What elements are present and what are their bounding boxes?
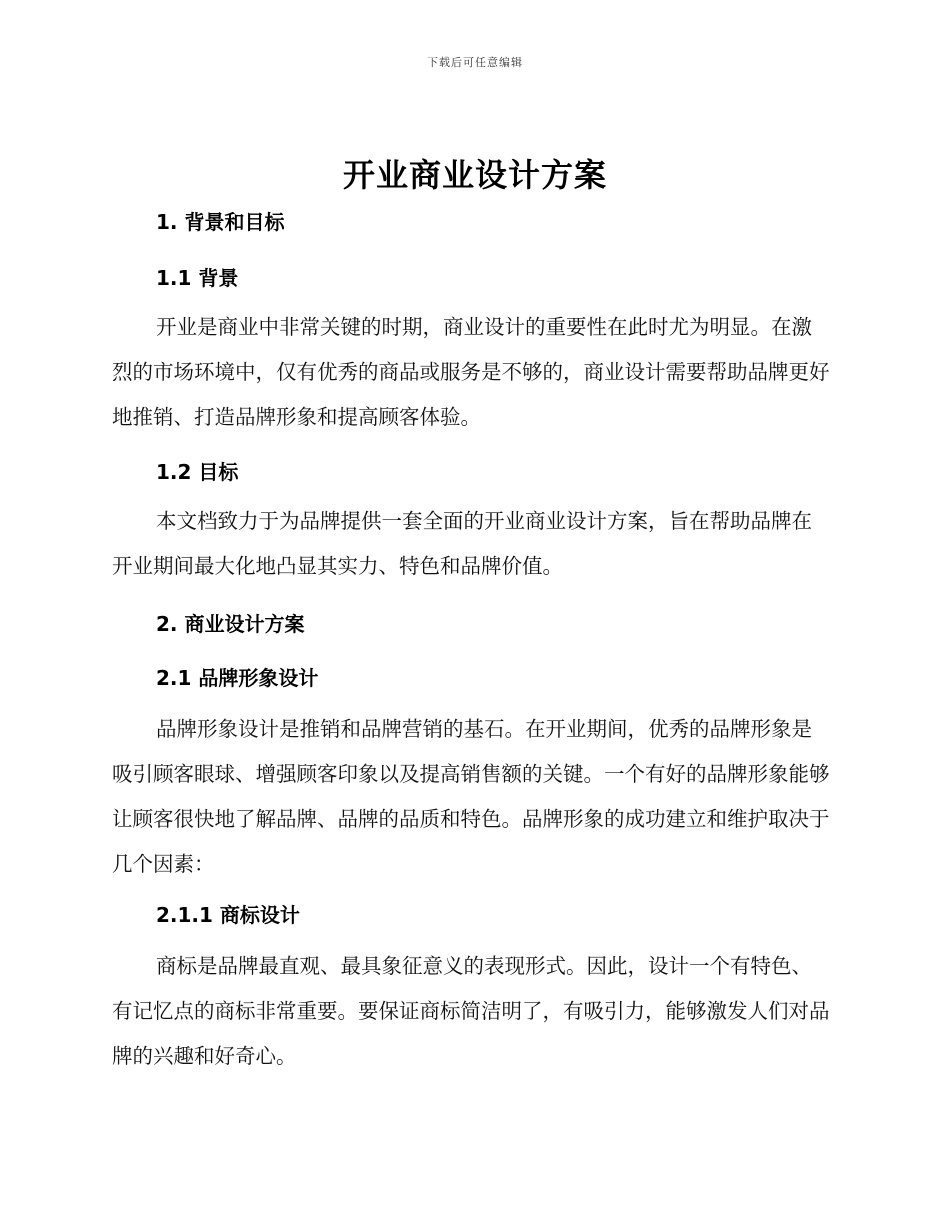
heading-1-1: 1.1 背景	[156, 266, 239, 290]
heading-1: 1. 背景和目标	[156, 210, 285, 234]
page-header: 下载后可任意编辑	[427, 56, 523, 69]
heading-1-2: 1.2 目标	[156, 460, 239, 484]
paragraph-2-1: 品牌形象设计是推销和品牌营销的基石。在开业期间，优秀的品牌形象是吸引顾客眼球、增强顾客印象以及提高销售额的关键。一个有好的品牌形象能够让顾客很快地了解品牌、品牌的品质和特色。品牌形象的成功建立和维护取决于几个因素：	[112, 717, 830, 876]
paragraph-1-1: 开业是商业中非常关键的时期，商业设计的重要性在此时尤为明显。在激烈的市场环境中，仅有优秀的商品或服务是不够的，商业设计需要帮助品牌更好地推销、打造品牌形象和提高顾客体验。	[112, 315, 830, 429]
heading-2: 2. 商业设计方案	[156, 612, 305, 636]
paragraph-2-1-1: 商标是品牌最直观、最具象征意义的表现形式。因此，设计一个有特色、有记忆点的商标非常重要。要保证商标简洁明了，有吸引力，能够激发人们对品牌的兴趣和好奇心。	[112, 954, 830, 1068]
paragraph-1-2: 本文档致力于为品牌提供一套全面的开业商业设计方案，旨在帮助品牌在开业期间最大化地凸显其实力、特色和品牌价值。	[112, 509, 812, 578]
heading-2-1: 2.1 品牌形象设计	[156, 666, 319, 690]
heading-2-1-1: 2.1.1 商标设计	[156, 903, 300, 927]
document-title: 开业商业设计方案	[342, 156, 607, 194]
